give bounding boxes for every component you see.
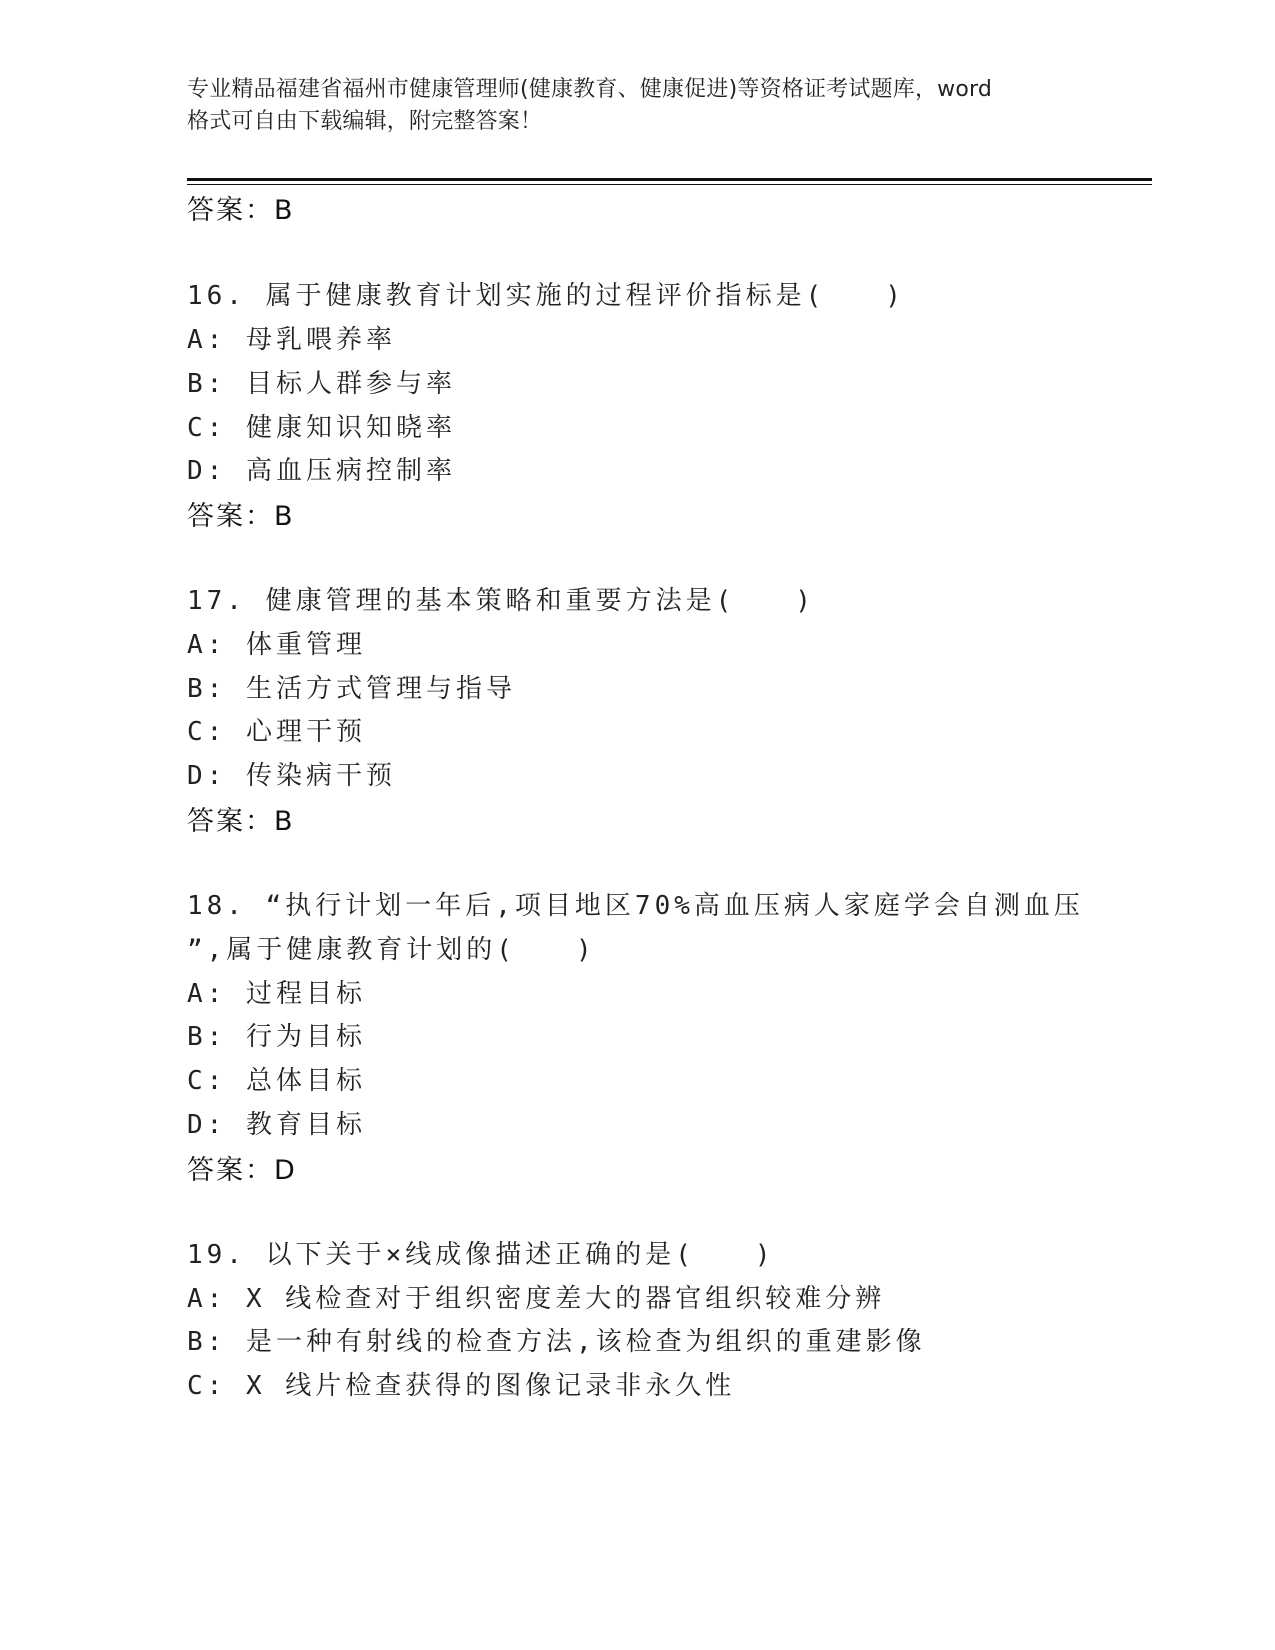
question-16-option-d: D: 高血压病控制率: [187, 456, 456, 486]
question-18-option-b: B: 行为目标: [187, 1022, 366, 1052]
question-19-option-a: A: X 线检查对于组织密度差大的器官组织较难分辨: [187, 1284, 886, 1314]
header-line-1: 专业精品福建省福州市健康管理师(健康教育、健康促进)等资格证考试题库，word: [187, 77, 993, 102]
question-19-option-b: B: 是一种有射线的检查方法,该检查为组织的重建影像: [187, 1327, 926, 1357]
question-18-stem-line-2: ”,属于健康教育计划的( ): [187, 935, 596, 965]
question-17-option-d: D: 传染病干预: [187, 761, 396, 791]
question-18-stem-line-1: 18. “执行计划一年后,项目地区70%高血压病人家庭学会自测血压: [187, 891, 1084, 921]
header-rule-thick: [187, 178, 1152, 181]
question-17-option-b: B: 生活方式管理与指导: [187, 674, 516, 704]
question-16-option-c: C: 健康知识知晓率: [187, 413, 456, 443]
question-17-answer: 答案：B: [187, 806, 295, 837]
question-17-option-c: C: 心理干预: [187, 717, 366, 747]
question-16-option-b: B: 目标人群参与率: [187, 369, 456, 399]
question-16-option-a: A: 母乳喂养率: [187, 325, 396, 355]
question-17-option-a: A: 体重管理: [187, 630, 366, 660]
question-17-stem: 17. 健康管理的基本策略和重要方法是( ): [187, 586, 815, 616]
question-18-option-d: D: 教育目标: [187, 1110, 366, 1140]
previous-answer: 答案：B: [187, 195, 295, 226]
document-header: [187, 74, 1087, 138]
question-18-answer: 答案：D: [187, 1155, 297, 1186]
question-18-option-a: A: 过程目标: [187, 979, 366, 1009]
question-19-stem: 19. 以下关于×线成像描述正确的是( ): [187, 1240, 775, 1270]
question-16-stem: 16. 属于健康教育计划实施的过程评价指标是( ): [187, 281, 905, 311]
question-19-option-c: C: X 线片检查获得的图像记录非永久性: [187, 1371, 736, 1401]
header-rule-thin: [187, 184, 1152, 185]
question-16-answer: 答案：B: [187, 501, 295, 532]
header-line-2: 格式可自由下载编辑，附完整答案！: [187, 109, 543, 134]
question-18-option-c: C: 总体目标: [187, 1066, 366, 1096]
